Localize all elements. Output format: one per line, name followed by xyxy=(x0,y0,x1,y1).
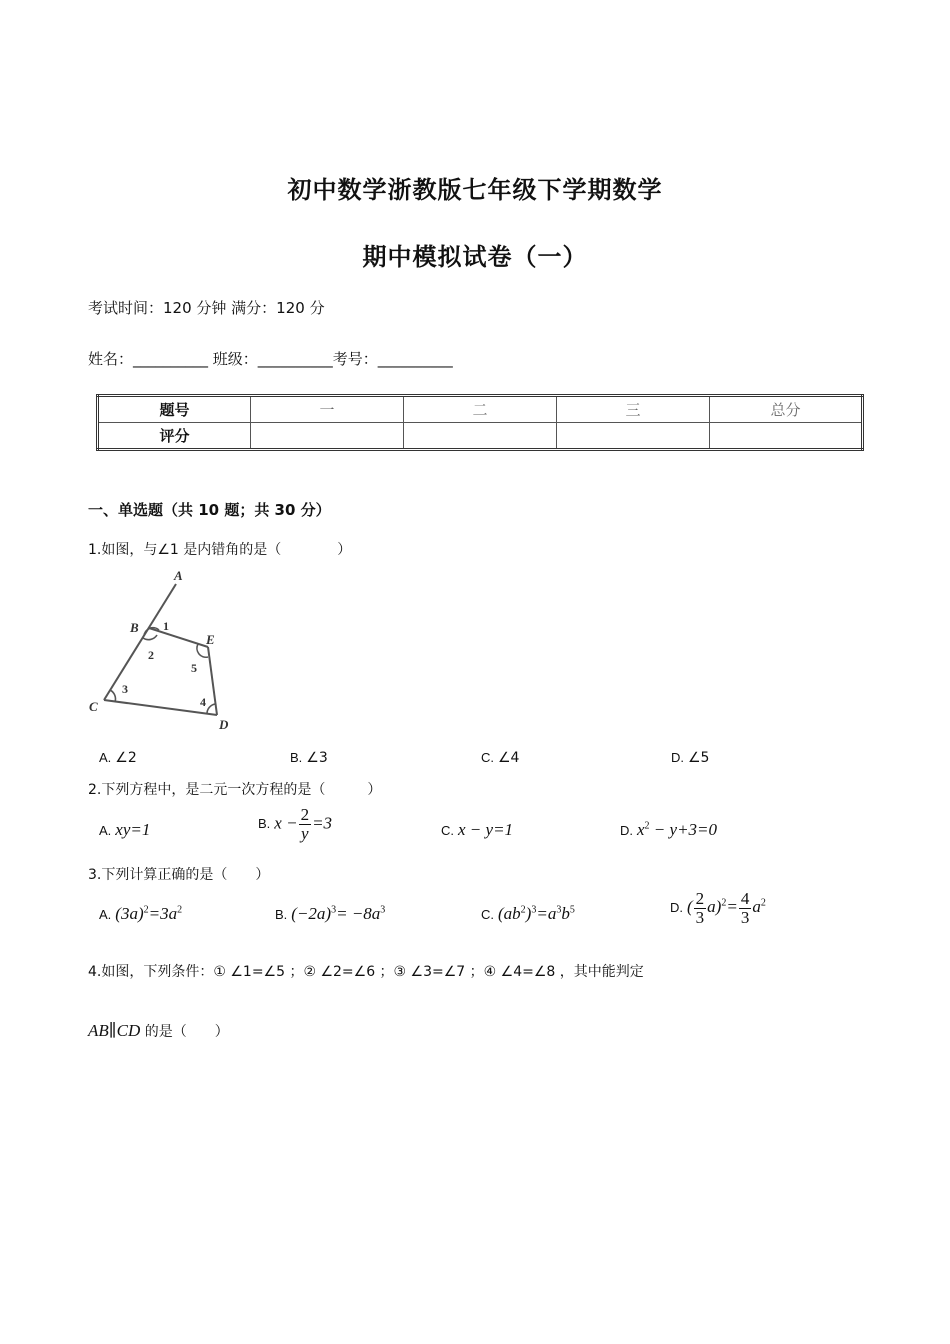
exponent: 2 xyxy=(177,904,183,916)
option-label: D. xyxy=(620,823,633,838)
q2-option-a[interactable] xyxy=(99,820,150,840)
option-math: a) xyxy=(707,897,722,917)
option-label: C. xyxy=(441,823,454,838)
exponent: 2 xyxy=(644,820,650,832)
option-label: C. xyxy=(481,907,494,922)
q4-stem-tail: 的是（ ） xyxy=(140,1024,229,1040)
option-math: a xyxy=(752,897,761,917)
exponent: 5 xyxy=(569,904,575,916)
score-cell[interactable] xyxy=(710,423,863,450)
option-math: (−2a) xyxy=(291,904,332,923)
score-cell[interactable] xyxy=(557,423,710,450)
option-text: ∠2 xyxy=(115,750,137,766)
fig-label: 3 xyxy=(122,682,128,696)
option-label: B. xyxy=(275,907,288,922)
exponent: 3 xyxy=(380,904,386,916)
q1-stem: 1.如图，与∠1 是内错角的是（ ） xyxy=(88,542,352,558)
option-label: D. xyxy=(671,750,684,765)
score-table xyxy=(96,394,864,451)
option-math: (3a) xyxy=(115,904,144,923)
option-label: C. xyxy=(481,750,494,765)
fig-label: A xyxy=(174,568,183,583)
exponent: 3 xyxy=(556,904,562,916)
option-label: A. xyxy=(99,750,112,765)
option-math: =3 xyxy=(312,813,333,833)
q2-stem: 2.下列方程中，是二元一次方程的是（ ） xyxy=(88,782,382,798)
option-math: − y+3=0 xyxy=(649,820,718,839)
fig-label: 1 xyxy=(163,619,169,633)
q1-figure xyxy=(84,566,244,736)
fig-label: 2 xyxy=(148,648,154,662)
exponent: 2 xyxy=(721,897,727,909)
option-label: D. xyxy=(670,900,683,916)
exponent: 2 xyxy=(143,904,149,916)
fraction-numerator: 2 xyxy=(300,805,310,824)
angle-4-arc xyxy=(207,704,215,714)
option-math: (ab xyxy=(498,904,521,923)
fig-label: 5 xyxy=(191,661,197,675)
fig-label: C xyxy=(89,699,98,714)
option-label: A. xyxy=(99,823,112,838)
q1-option-a[interactable] xyxy=(99,750,137,766)
option-label: A. xyxy=(99,907,112,922)
line-ac xyxy=(104,584,176,700)
score-table-header-row xyxy=(98,396,863,423)
score-cell[interactable] xyxy=(404,423,557,450)
fraction-denominator: y xyxy=(301,823,309,843)
student-fields: 姓名：__________ 班级：__________考号：__________ xyxy=(88,350,453,368)
fig-label: 4 xyxy=(200,695,206,709)
score-cell[interactable] xyxy=(251,423,404,450)
option-math: x xyxy=(637,820,645,839)
score-header-cell: 一 xyxy=(251,396,404,423)
angle-2-arc xyxy=(143,635,157,640)
fig-label: B xyxy=(130,620,139,635)
fig-label: E xyxy=(206,632,215,647)
q2-option-d[interactable] xyxy=(620,820,717,840)
score-header-cell: 三 xyxy=(557,396,710,423)
exponent: 2 xyxy=(520,904,526,916)
q3-option-a[interactable] xyxy=(99,904,182,924)
option-label: B. xyxy=(258,816,271,832)
q1-option-c[interactable] xyxy=(481,750,519,766)
option-math: b xyxy=(561,904,570,923)
exponent: 3 xyxy=(331,904,337,916)
option-math: = xyxy=(726,897,738,917)
fraction-numerator: 2 xyxy=(695,889,705,908)
q3-option-c[interactable] xyxy=(481,904,575,924)
score-table-score-row xyxy=(98,423,863,450)
option-text: ∠3 xyxy=(306,750,328,766)
section-1-heading: 一、单选题（共 10 题；共 30 分） xyxy=(88,501,331,519)
exponent: 2 xyxy=(760,897,766,909)
q4-math: AB∥CD xyxy=(88,1021,141,1040)
option-math: ) xyxy=(525,904,532,923)
title-line-2: 期中模拟试卷（一） xyxy=(362,243,588,271)
fraction-denominator: 3 xyxy=(695,907,705,927)
option-math: =a xyxy=(536,904,557,923)
q3-option-b[interactable] xyxy=(275,904,385,924)
q3-stem: 3.下列计算正确的是（ ） xyxy=(88,867,270,883)
score-header-cell: 总分 xyxy=(710,396,863,423)
option-text: ∠4 xyxy=(498,750,520,766)
fig-label: D xyxy=(219,717,229,732)
option-math: = −8a xyxy=(336,904,381,923)
option-math: =3a xyxy=(148,904,178,923)
exponent: 3 xyxy=(531,904,537,916)
score-header-cell: 题号 xyxy=(98,396,251,423)
option-math: xy=1 xyxy=(115,820,151,839)
option-math: x − y=1 xyxy=(458,820,514,839)
q4-stem-line-2 xyxy=(88,1021,229,1041)
q3-option-d[interactable] xyxy=(670,890,766,927)
title-line-1: 初中数学浙教版七年级下学期数学 xyxy=(287,176,663,204)
q4-stem: 4.如图，下列条件：① ∠1=∠5 ；② ∠2=∠6 ；③ ∠3=∠7 ；④ ∠4=∠8 ，其中能判定 xyxy=(88,964,644,980)
exam-info: 考试时间：120 分钟 满分：120 分 xyxy=(88,299,325,317)
q1-option-d[interactable] xyxy=(671,750,709,766)
option-math: ( xyxy=(687,897,693,917)
option-label: B. xyxy=(290,750,303,765)
fraction-denominator: 3 xyxy=(740,907,750,927)
option-text: ∠5 xyxy=(688,750,710,766)
score-row-label: 评分 xyxy=(98,423,251,450)
option-math: x − xyxy=(274,813,298,833)
segment-be xyxy=(149,628,208,647)
q2-option-c[interactable] xyxy=(441,820,513,840)
fraction-numerator: 4 xyxy=(740,889,750,908)
q1-option-b[interactable] xyxy=(290,750,328,766)
q2-option-b[interactable] xyxy=(258,806,332,843)
score-header-cell: 二 xyxy=(404,396,557,423)
